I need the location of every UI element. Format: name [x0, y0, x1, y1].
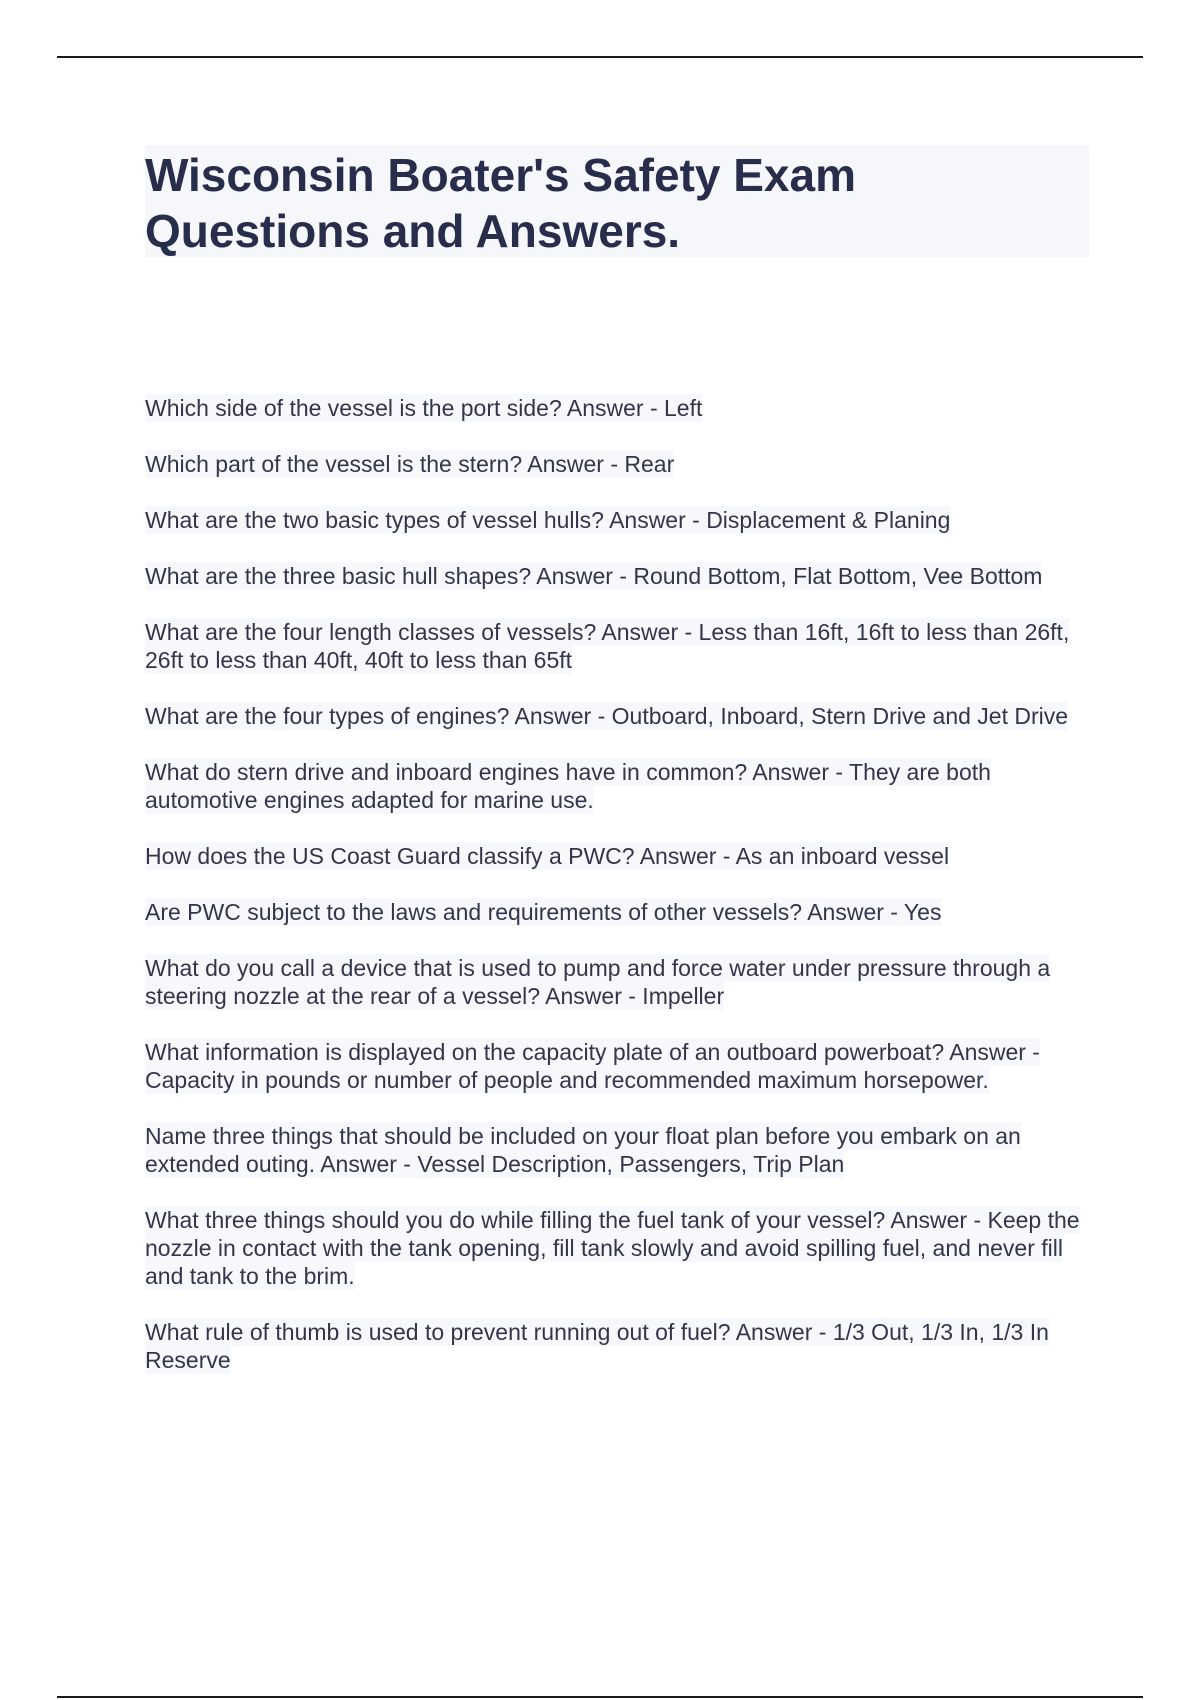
qa-text: What are the three basic hull shapes? Answer - Round Bottom, Flat Bottom, Vee Bottom [145, 563, 1043, 589]
qa-text: What are the two basic types of vessel hulls? Answer - Displacement & Planing [145, 507, 951, 533]
qa-text: What do stern drive and inboard engines have in common? Answer - They are both automotive engines adapted for marine use. [145, 759, 991, 813]
qa-text: What are the four types of engines? Answer - Outboard, Inboard, Stern Drive and Jet Drive [145, 703, 1069, 729]
qa-text: What do you call a device that is used to pump and force water under pressure through a steering nozzle at the rear of a vessel? Answer - Impeller [145, 955, 1051, 1009]
qa-item [145, 898, 1089, 926]
document-title: Wisconsin Boater's Safety Exam Questions and Answers. [145, 149, 857, 257]
bottom-rule [57, 1696, 1143, 1698]
qa-item [145, 1318, 1089, 1374]
qa-item [145, 758, 1089, 814]
qa-text: Which part of the vessel is the stern? Answer - Rear [145, 451, 675, 477]
qa-text: Name three things that should be included on your float plan before you embark on an extended outing. Answer - Vessel Description, Passengers, Trip Plan [145, 1123, 1021, 1177]
qa-text: How does the US Coast Guard classify a PWC? Answer - As an inboard vessel [145, 843, 950, 869]
qa-text: What rule of thumb is used to prevent running out of fuel? Answer - 1/3 Out, 1/3 In, 1/3 In Reserve [145, 1319, 1049, 1373]
qa-item [145, 1038, 1089, 1094]
qa-text: What three things should you do while filling the fuel tank of your vessel? Answer - Keep the nozzle in contact with the tank opening, fill tank slowly and avoid spilling fuel, and never fill and tank to the brim. [145, 1207, 1080, 1289]
qa-item [145, 450, 1089, 478]
qa-text: Are PWC subject to the laws and requirements of other vessels? Answer - Yes [145, 899, 942, 925]
qa-text: What information is displayed on the capacity plate of an outboard powerboat? Answer - Capacity in pounds or number of people and recommended maximum horsepower. [145, 1039, 1040, 1093]
qa-text: What are the four length classes of vessels? Answer - Less than 16ft, 16ft to less than 26ft, 26ft to less than 40ft, 40ft to less than 65ft [145, 619, 1070, 673]
qa-item [145, 618, 1089, 674]
title-block [145, 145, 1089, 257]
qa-item [145, 1122, 1089, 1178]
top-rule [57, 56, 1143, 58]
qa-list [145, 394, 1089, 1402]
qa-item [145, 1206, 1089, 1290]
qa-item [145, 954, 1089, 1010]
qa-item [145, 394, 1089, 422]
qa-text: Which side of the vessel is the port side? Answer - Left [145, 395, 703, 421]
qa-item [145, 562, 1089, 590]
qa-item [145, 842, 1089, 870]
qa-item [145, 702, 1089, 730]
qa-item [145, 506, 1089, 534]
